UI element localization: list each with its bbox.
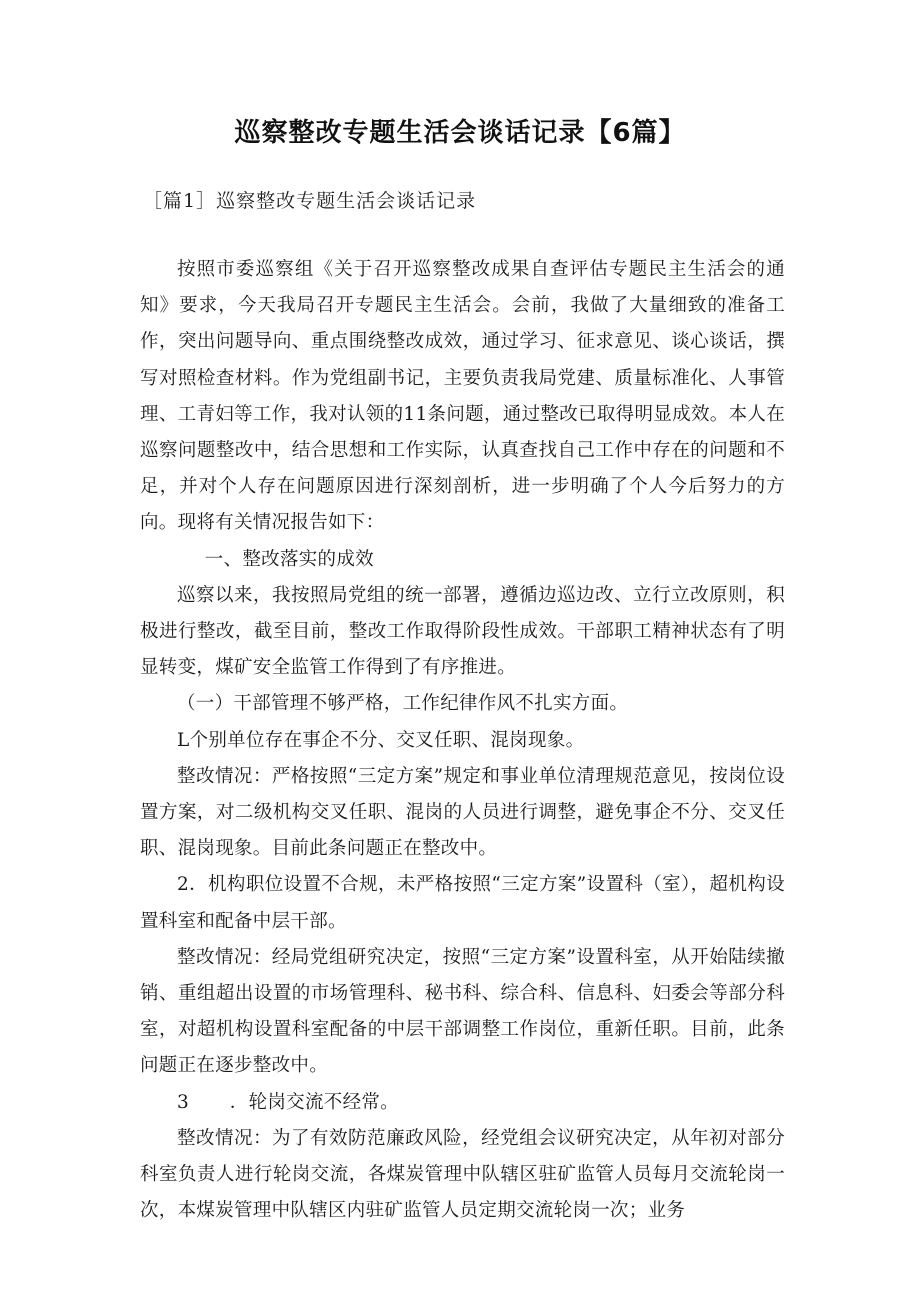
document-title: 巡察整改专题生活会谈话记录【6篇】 [234,118,686,148]
paragraph-intro: 按照市委巡察组《关于召开巡察整改成果自查评估专题民主生活会的通知》要求，今天我局召开专题民主生活会。会前，我做了大量细致的准备工作，突出问题导向、重点围绕整改成效，通过学习、征求意见、谈心谈话，撰写对照检查材料。作为党组副书记，主要负责我局党建、质量标准化、人事管理、工青妇等工作，我对认领的11条问题，通过整改已取得明显成效。本人在巡察问题整改中，结合思想和工作实际，认真查找自己工作中存在的问题和不足，并对个人存在问题原因进行深刻剖析，进一步明确了个人今后努力的方向。现将有关情况报告如下： [140,259,785,534]
paragraph-summary: 巡察以来，我按照局党组的统一部署，遵循边巡边改、立行立改原则，积极进行整改，截至目前，整改工作取得阶段性成效。干部职工精神状态有了明显转变，煤矿安全监管工作得到了有序推进。 [140,584,785,679]
document-body [140,252,785,1229]
rectification-paragraph-2: 整改情况：经局党组研究决定，按照“三定方案”设置科室，从开始陆续撤销、重组超出设置的市场管理科、秘书科、综合科、信息科、妇委会等部分科室，对超机构设置科室配备的中层干部调整工作岗位，重新任职。目前，此条问题正在逐步整改中。 [140,946,785,1077]
issue-item-3-number: 3 [177,1091,190,1113]
rectification-paragraph-3: 整改情况：为了有效防范廉政风险，经党组会议研究决定，从年初对部分科室负责人进行轮岗交流，各煤炭管理中队辖区驻矿监管人员每月交流轮岗一次，本煤炭管理中队辖区内驻矿监管人员定期交流轮岗一次；业务 [140,1127,785,1222]
issue-item-3-text: ．轮岗交流不经常。 [229,1091,399,1113]
issue-item-1: L个别单位存在事企不分、交叉任职、混岗现象。 [177,729,585,751]
issue-item-2: 2．机构职位设置不合规，未严格按照“三定方案”设置科（室），超机构设置科室和配备中层干部。 [140,874,785,932]
document-subtitle: ［篇1］巡察整改专题生活会谈话记录 [143,190,477,212]
rectification-paragraph-1: 整改情况：严格按照“三定方案”规定和事业单位清理规范意见，按岗位设置方案，对二级机构交叉任职、混岗的人员进行调整，避免事企不分、交叉任职、混岗现象。目前此条问题正在整改中。 [140,765,785,860]
subsection-heading-1: （一）干部管理不够严格，工作纪律作风不扎实方面。 [177,693,629,715]
section-heading-1: 一、整改落实的成效 [204,548,374,570]
issue-item-3 [140,1085,785,1121]
